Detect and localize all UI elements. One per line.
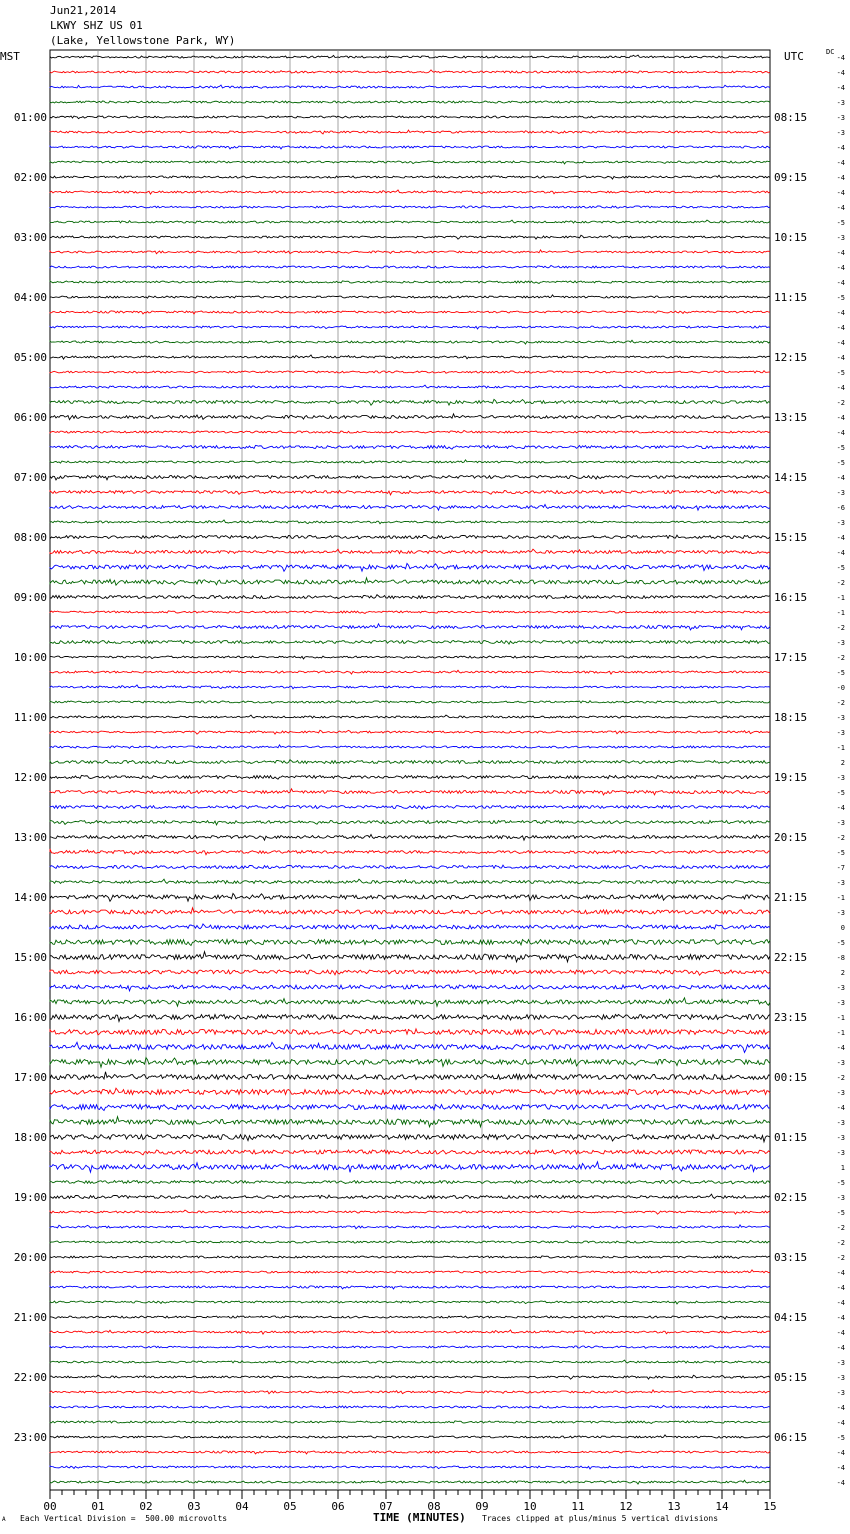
seismic-trace <box>50 1360 770 1363</box>
dc-offset-label: -7 <box>836 864 845 872</box>
seismic-trace <box>50 908 770 914</box>
seismic-trace <box>50 190 770 194</box>
dc-offset-label: -3 <box>836 999 845 1007</box>
mst-hour-label: 21:00 <box>13 1311 47 1324</box>
seismic-trace <box>50 476 770 480</box>
x-tick-label: 02 <box>139 1500 153 1513</box>
dc-offset-label: -5 <box>836 294 845 302</box>
dc-offset-label: -6 <box>836 504 845 512</box>
seismic-trace <box>50 834 770 840</box>
mst-hour-label: 17:00 <box>13 1071 47 1084</box>
utc-hour-label: 02:15 <box>774 1191 808 1204</box>
dc-offset-label: -1 <box>836 1029 845 1037</box>
seismic-trace <box>50 656 770 659</box>
corner-flag: A <box>2 1516 6 1523</box>
dc-offset-label: -4 <box>836 429 845 437</box>
dc-offset-label: -2 <box>836 1254 845 1262</box>
dc-offset-label: -4 <box>836 1344 845 1352</box>
station-location: (Lake, Yellowstone Park, WY) <box>50 34 236 47</box>
dc-offset-label: -5 <box>836 369 845 377</box>
seismic-trace <box>50 414 770 420</box>
x-tick-label: 01 <box>91 1500 105 1513</box>
mst-hour-label: 01:00 <box>13 111 47 124</box>
mst-hour-label: 19:00 <box>13 1191 47 1204</box>
seismic-trace <box>50 1117 770 1127</box>
dc-offset-label: -5 <box>836 444 845 452</box>
seismic-trace <box>50 491 770 495</box>
mst-hour-label: 09:00 <box>13 591 47 604</box>
seismic-trace <box>50 549 770 553</box>
dc-offset-label: -2 <box>836 1224 845 1232</box>
dc-offset-label: 1 <box>840 1164 845 1172</box>
seismic-trace <box>50 893 770 901</box>
dc-offset-label: -4 <box>836 1404 845 1412</box>
seismic-trace <box>50 1451 770 1454</box>
seismic-trace <box>50 235 770 239</box>
seismic-trace <box>50 1346 770 1348</box>
seismic-trace <box>50 641 770 645</box>
dc-offset-label: -4 <box>836 804 845 812</box>
seismic-trace <box>50 745 770 749</box>
dc-offset-label: -1 <box>836 1014 845 1022</box>
x-tick-label: 15 <box>763 1500 777 1513</box>
seismic-trace <box>50 1088 770 1094</box>
seismic-trace <box>50 399 770 405</box>
utc-hour-label: 21:15 <box>774 891 808 904</box>
dc-offset-label: -4 <box>836 384 845 392</box>
dc-offset-label: -4 <box>836 534 845 542</box>
seismic-trace <box>50 355 770 359</box>
x-tick-label: 03 <box>187 1500 201 1513</box>
dc-offset-label: -3 <box>836 1089 845 1097</box>
seismic-trace <box>50 101 770 103</box>
mst-hour-label: 06:00 <box>13 411 47 424</box>
seismic-trace <box>50 685 770 689</box>
seismic-trace <box>50 1162 770 1173</box>
seismic-trace <box>50 924 770 929</box>
seismic-trace <box>50 611 770 614</box>
dc-offset-label: -4 <box>836 414 845 422</box>
mst-hour-label: 11:00 <box>13 711 47 724</box>
dc-offset-label: -3 <box>836 1149 845 1157</box>
x-tick-label: 07 <box>379 1500 393 1513</box>
dc-offset-label: -5 <box>836 564 845 572</box>
mst-hour-label: 04:00 <box>13 291 47 304</box>
seismic-trace <box>50 595 770 599</box>
dc-offset-label: -2 <box>836 579 845 587</box>
dc-offset-label: -4 <box>836 1479 845 1487</box>
clip-note: Traces clipped at plus/minus 5 vertical divisions <box>482 1514 719 1523</box>
dc-offset-label: -5 <box>836 939 845 947</box>
dc-offset-label: -4 <box>836 1284 845 1292</box>
seismic-trace <box>50 1042 770 1052</box>
seismic-trace <box>50 146 770 149</box>
utc-hour-label: 03:15 <box>774 1251 808 1264</box>
dc-offset-label: -4 <box>836 1464 845 1472</box>
dc-offset-label: -4 <box>836 324 845 332</box>
dc-offset-label: -3 <box>836 1359 845 1367</box>
dc-offset-label: -4 <box>836 339 845 347</box>
seismic-trace <box>50 670 770 674</box>
dc-offset-label: 0 <box>840 924 845 932</box>
seismic-trace <box>50 715 770 718</box>
dc-offset-label: -3 <box>836 1134 845 1142</box>
mst-hour-label: 23:00 <box>13 1431 47 1444</box>
dc-offset-label: -3 <box>836 489 845 497</box>
dc-offset-label: -4 <box>836 474 845 482</box>
seismic-trace <box>50 1256 770 1259</box>
mst-hour-label: 13:00 <box>13 831 47 844</box>
x-tick-label: 14 <box>715 1500 729 1513</box>
mst-hour-label: 07:00 <box>13 471 47 484</box>
seismic-trace <box>50 460 770 463</box>
dc-offset-label: -4 <box>836 69 845 77</box>
dc-offset-label: -3 <box>836 1059 845 1067</box>
seismic-trace <box>50 371 770 373</box>
dc-offset-label: -3 <box>836 984 845 992</box>
utc-hour-label: 14:15 <box>774 471 808 484</box>
dc-offset-label: -4 <box>836 1314 845 1322</box>
seismic-trace <box>50 520 770 524</box>
utc-hour-label: 16:15 <box>774 591 808 604</box>
dc-offset-label: -4 <box>836 1044 845 1052</box>
seismic-trace <box>50 1240 770 1243</box>
seismic-trace <box>50 952 770 962</box>
dc-offset-label: -4 <box>836 174 845 182</box>
dc-offset-label: -5 <box>836 1434 845 1442</box>
seismic-trace <box>50 563 770 571</box>
x-tick-label: 12 <box>619 1500 633 1513</box>
dc-offset-label: -1 <box>836 894 845 902</box>
seismic-trace <box>50 311 770 314</box>
dc-offset-label: -3 <box>836 1374 845 1382</box>
dc-offset-label: -4 <box>836 249 845 257</box>
scale-note: Each Vertical Division = 500.00 microvolts <box>20 1514 228 1523</box>
x-tick-label: 13 <box>667 1500 681 1513</box>
seismic-trace <box>50 535 770 539</box>
seismic-trace <box>50 1210 770 1214</box>
left-timezone-label: MST <box>0 50 20 63</box>
dc-offset-label: -4 <box>836 204 845 212</box>
seismic-trace <box>50 1375 770 1379</box>
seismic-trace <box>50 265 770 268</box>
mst-hour-label: 10:00 <box>13 651 47 664</box>
dc-offset-label: -5 <box>836 1179 845 1187</box>
dc-offset-label: -1 <box>836 594 845 602</box>
dc-offset-label: -5 <box>836 219 845 227</box>
dc-offset-label: -5 <box>836 789 845 797</box>
seismic-trace <box>50 130 770 134</box>
seismic-trace <box>50 1330 770 1334</box>
dc-offset-label: -3 <box>836 714 845 722</box>
mst-hour-label: 08:00 <box>13 531 47 544</box>
x-tick-label: 05 <box>283 1500 297 1513</box>
mst-hour-label: 16:00 <box>13 1011 47 1024</box>
utc-hour-label: 23:15 <box>774 1011 808 1024</box>
seismic-trace <box>50 624 770 630</box>
seismic-trace <box>50 1072 770 1080</box>
dc-offset-label: -4 <box>836 309 845 317</box>
seismic-trace <box>50 1390 770 1394</box>
seismic-trace <box>50 175 770 179</box>
seismic-trace <box>50 326 770 329</box>
seismic-trace <box>50 1421 770 1424</box>
seismic-trace <box>50 775 770 779</box>
x-tick-label: 10 <box>523 1500 537 1513</box>
x-tick-label: 11 <box>571 1500 585 1513</box>
seismic-trace <box>50 760 770 764</box>
seismic-trace <box>50 821 770 825</box>
seismic-trace <box>50 1466 770 1469</box>
dc-offset-label: -0 <box>836 684 845 692</box>
dc-offset-label: -4 <box>836 159 845 167</box>
dc-offset-label: -3 <box>836 819 845 827</box>
seismic-trace <box>50 385 770 388</box>
seismic-trace <box>50 789 770 795</box>
mst-hour-label: 14:00 <box>13 891 47 904</box>
utc-hour-label: 06:15 <box>774 1431 808 1444</box>
plot-date: Jun21,2014 <box>50 4 117 17</box>
seismic-trace <box>50 1105 770 1111</box>
dc-offset-label: -3 <box>836 234 845 242</box>
seismic-trace <box>50 940 770 946</box>
seismic-trace <box>50 865 770 869</box>
dc-offset-label: -1 <box>836 744 845 752</box>
dc-offset-label: -4 <box>836 279 845 287</box>
x-tick-label: 06 <box>331 1500 345 1513</box>
seismic-trace <box>50 730 770 734</box>
seismic-trace <box>50 1015 770 1022</box>
seismic-trace <box>50 1301 770 1304</box>
utc-hour-label: 08:15 <box>774 111 808 124</box>
dc-offset-header: DC <box>826 48 835 56</box>
mst-hour-label: 20:00 <box>13 1251 47 1264</box>
dc-offset-label: -3 <box>836 114 845 122</box>
seismic-trace <box>50 879 770 883</box>
seismic-trace <box>50 281 770 284</box>
dc-offset-label: -1 <box>836 609 845 617</box>
seismic-trace <box>50 849 770 855</box>
seismic-trace <box>50 1029 770 1035</box>
dc-offset-label: -2 <box>836 1074 845 1082</box>
dc-offset-label: -3 <box>836 879 845 887</box>
dc-offset-label: -3 <box>836 519 845 527</box>
dc-offset-label: 2 <box>840 969 845 977</box>
dc-offset-label: -3 <box>836 639 845 647</box>
mst-hour-label: 18:00 <box>13 1131 47 1144</box>
x-tick-label: 09 <box>475 1500 489 1513</box>
utc-hour-label: 13:15 <box>774 411 808 424</box>
dc-offset-label: -2 <box>836 399 845 407</box>
dc-offset-label: -8 <box>836 954 845 962</box>
seismic-trace <box>50 1286 770 1289</box>
dc-offset-label: -4 <box>836 1419 845 1427</box>
x-tick-label: 08 <box>427 1500 441 1513</box>
mst-hour-label: 22:00 <box>13 1371 47 1384</box>
seismic-trace <box>50 70 770 73</box>
seismic-trace <box>50 504 770 510</box>
seismic-trace <box>50 116 770 119</box>
utc-hour-label: 09:15 <box>774 171 808 184</box>
mst-hour-label: 03:00 <box>13 231 47 244</box>
seismic-trace <box>50 1316 770 1319</box>
dc-offset-label: -3 <box>836 909 845 917</box>
seismic-trace <box>50 1435 770 1438</box>
dc-offset-label: -5 <box>836 459 845 467</box>
x-tick-label: 04 <box>235 1500 249 1513</box>
seismic-trace <box>50 340 770 344</box>
utc-hour-label: 20:15 <box>774 831 808 844</box>
dc-offset-label: -4 <box>836 1449 845 1457</box>
dc-offset-label: -5 <box>836 849 845 857</box>
dc-offset-label: -5 <box>836 669 845 677</box>
seismic-trace <box>50 970 770 975</box>
seismic-trace <box>50 1058 770 1068</box>
dc-offset-label: -4 <box>836 144 845 152</box>
dc-offset-label: -4 <box>836 354 845 362</box>
station-code: LKWY SHZ US 01 <box>50 19 143 32</box>
dc-offset-label: -2 <box>836 654 845 662</box>
dc-offset-label: -2 <box>836 834 845 842</box>
mst-hour-label: 12:00 <box>13 771 47 784</box>
seismic-trace <box>50 85 770 88</box>
dc-offset-label: -3 <box>836 1119 845 1127</box>
dc-offset-label: -4 <box>836 1269 845 1277</box>
seismic-trace <box>50 55 770 58</box>
dc-offset-label: -4 <box>836 189 845 197</box>
dc-offset-label: -4 <box>836 1299 845 1307</box>
seismic-trace <box>50 806 770 810</box>
utc-hour-label: 01:15 <box>774 1131 808 1144</box>
dc-offset-label: -3 <box>836 99 845 107</box>
dc-offset-label: -3 <box>836 1389 845 1397</box>
seismic-trace <box>50 985 770 991</box>
seismic-trace <box>50 1181 770 1184</box>
utc-hour-label: 15:15 <box>774 531 808 544</box>
seismic-trace <box>50 295 770 298</box>
utc-hour-label: 10:15 <box>774 231 808 244</box>
seismic-trace <box>50 220 770 223</box>
dc-offset-label: -5 <box>836 1209 845 1217</box>
dc-offset-label: -3 <box>836 774 845 782</box>
seismic-trace <box>50 250 770 254</box>
utc-hour-label: 00:15 <box>774 1071 808 1084</box>
seismic-trace <box>50 445 770 449</box>
seismic-trace <box>50 1480 770 1484</box>
dc-offset-label: -4 <box>836 54 845 62</box>
dc-offset-label: -4 <box>836 1104 845 1112</box>
dc-offset-label: -2 <box>836 1239 845 1247</box>
seismic-trace <box>50 1194 770 1198</box>
right-timezone-label: UTC <box>784 50 804 63</box>
utc-hour-label: 22:15 <box>774 951 808 964</box>
utc-hour-label: 11:15 <box>774 291 808 304</box>
seismic-trace <box>50 206 770 208</box>
dc-offset-label: -2 <box>836 699 845 707</box>
mst-hour-label: 15:00 <box>13 951 47 964</box>
dc-offset-label: -3 <box>836 729 845 737</box>
mst-hour-label: 02:00 <box>13 171 47 184</box>
seismic-trace <box>50 701 770 703</box>
seismic-trace <box>50 430 770 433</box>
dc-offset-label: -2 <box>836 624 845 632</box>
utc-hour-label: 04:15 <box>774 1311 808 1324</box>
utc-hour-label: 17:15 <box>774 651 808 664</box>
dc-offset-label: -4 <box>836 1329 845 1337</box>
dc-offset-label: -4 <box>836 549 845 557</box>
seismic-trace <box>50 1405 770 1408</box>
x-axis-title: TIME (MINUTES) <box>373 1511 466 1524</box>
dc-offset-label: -3 <box>836 129 845 137</box>
utc-hour-label: 18:15 <box>774 711 808 724</box>
dc-offset-label: -4 <box>836 84 845 92</box>
utc-hour-label: 19:15 <box>774 771 808 784</box>
seismic-trace <box>50 1150 770 1155</box>
seismic-trace <box>50 161 770 164</box>
seismic-trace <box>50 998 770 1006</box>
seismic-trace <box>50 1135 770 1142</box>
x-tick-label: 00 <box>43 1500 57 1513</box>
seismic-trace <box>50 1270 770 1273</box>
utc-hour-label: 05:15 <box>774 1371 808 1384</box>
mst-hour-label: 05:00 <box>13 351 47 364</box>
dc-offset-label: -3 <box>836 1194 845 1202</box>
dc-offset-label: 2 <box>840 759 845 767</box>
utc-hour-label: 12:15 <box>774 351 808 364</box>
seismic-trace <box>50 1225 770 1229</box>
seismic-trace <box>50 578 770 585</box>
dc-offset-label: -4 <box>836 264 845 272</box>
